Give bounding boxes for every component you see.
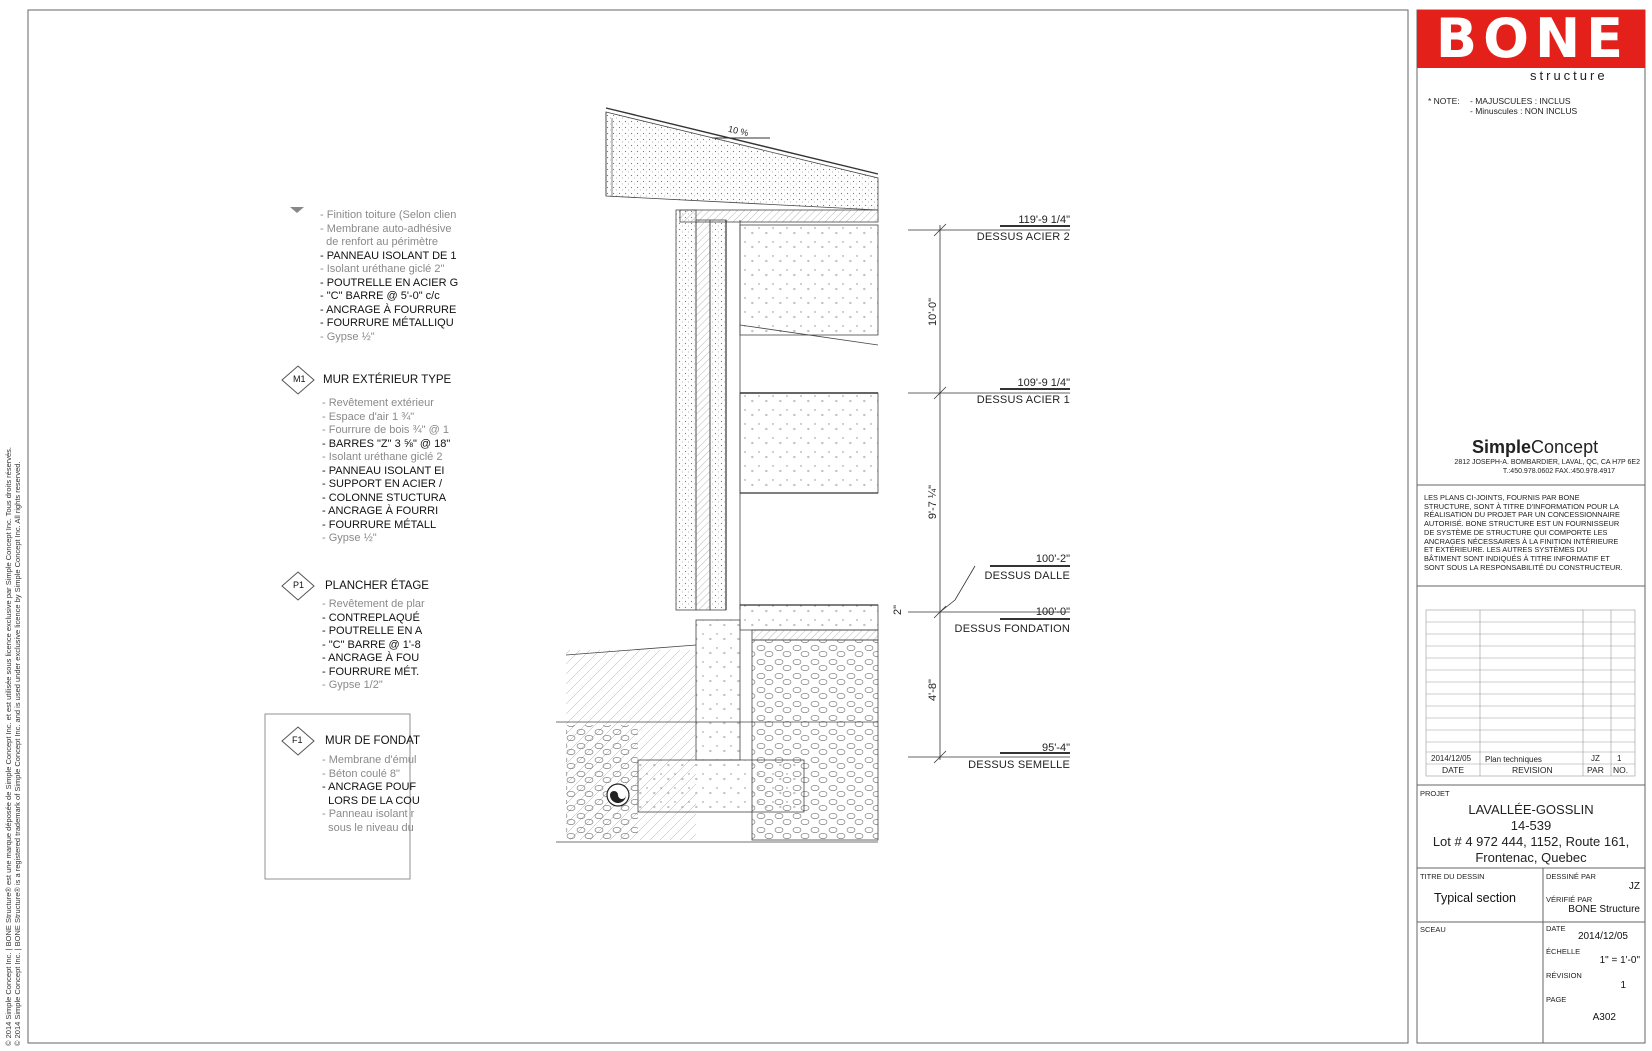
note-item: - "C" BARRE @ 1'-8 <box>322 638 421 651</box>
legend-tag-f1: F1 <box>292 735 303 745</box>
disclaimer <box>1424 494 1623 572</box>
level-value-semelle: 95'-4" <box>1041 742 1070 754</box>
note-item: - Membrane d'émul <box>322 754 417 766</box>
note-item: - Béton coulé 8" <box>322 767 400 780</box>
roof-notes <box>320 209 458 344</box>
bone-logo-sub: structure <box>1530 68 1608 83</box>
company-name-bold: Simple <box>1472 437 1532 457</box>
drawn-by-label: DESSINÉ PAR <box>1546 872 1596 881</box>
rev-header-par: PAR <box>1587 765 1604 775</box>
level-name-semelle: DESSUS SEMELLE <box>968 759 1070 771</box>
date-label: DATE <box>1546 924 1566 933</box>
dim-lower-storey: 9'-7 ¼" <box>927 484 939 520</box>
disclaimer-line: ANCRAGES NÉCESSAIRES À LA FINITION INTÉRIEURE <box>1424 536 1619 546</box>
project-address-1: Lot # 4 972 444, 1152, Route 161, <box>1432 834 1630 849</box>
level-name-dalle: DESSUS DALLE <box>984 570 1070 582</box>
note-item: - ANCRAGE À FOU <box>322 652 420 664</box>
project-name: LAVALLÉE-GOSSLIN <box>1468 802 1594 817</box>
note-item: - SUPPORT EN ACIER / <box>322 478 443 490</box>
project-label: PROJET <box>1420 789 1450 798</box>
note-item: - Membrane auto-adhésive <box>320 222 452 235</box>
scale-value: 1" = 1'-0" <box>1599 955 1640 966</box>
company-phone: T.:450.978.0602 FAX.:450.978.4917 <box>1502 468 1615 475</box>
project-number: 14-539 <box>1510 818 1552 833</box>
rev-header-date: DATE <box>1442 765 1465 775</box>
note-item: - PANNEAU ISOLANT EI <box>322 464 445 477</box>
note-prefix: * NOTE: <box>1428 96 1460 106</box>
note-item: - BARRES "Z" 3 ⅝" @ 18" <box>322 437 451 450</box>
checked-by: BONE Structure <box>1568 904 1640 915</box>
note-item: - PANNEAU ISOLANT DE 1 <box>320 249 457 262</box>
level-name-acier1: DESSUS ACIER 1 <box>976 394 1070 406</box>
note-item: - Panneau isolant r <box>322 808 415 820</box>
note-item: - Fourrure de bois ¾" @ 1 <box>322 424 449 436</box>
note-item: - Gypse ½" <box>322 532 377 544</box>
page-label: PAGE <box>1546 995 1567 1004</box>
scale-label: ÉCHELLE <box>1546 947 1581 956</box>
dim-foundation: 4'-8" <box>927 679 939 701</box>
drawing-title-label: TITRE DU DESSIN <box>1420 872 1485 881</box>
roof-slope-label: 10 % <box>727 123 750 139</box>
note-item: - POUTRELLE EN ACIER G <box>320 276 459 289</box>
rev-row-revision: Plan techniques <box>1485 755 1542 764</box>
company-name <box>1472 437 1598 458</box>
level-value-acier1: 109'-9 1/4" <box>1017 377 1070 389</box>
legend-tag-m1: M1 <box>293 374 306 384</box>
legend-tag-p1: P1 <box>293 580 305 590</box>
note-item: - CONTREPLAQUÉ <box>322 611 420 624</box>
level-name-fondation: DESSUS FONDATION <box>954 623 1070 635</box>
note-item: - ANCRAGE À FOURRI <box>322 505 439 517</box>
disclaimer-line: RÉALISATION DU PROJET PAR UN CONCESSIONNAIRE <box>1424 510 1620 520</box>
note-item: - Finition toiture (Selon clien <box>320 209 457 221</box>
note-item: - Gypse ½" <box>320 330 375 343</box>
legend-items-f1 <box>322 754 420 835</box>
revision-grid <box>1426 610 1635 776</box>
note-item: de renfort au périmètre <box>320 236 439 248</box>
rev-row-no: 1 <box>1617 754 1622 763</box>
disclaimer-line: ET EXTÉRIEURE. LES AUTRES SYSTÈMES DU <box>1424 545 1588 555</box>
legend-items-p1 <box>322 598 425 693</box>
company-address: 2812 JOSEPH-A. BOMBARDIER, LAVAL, QC, CA H7P 6E2 <box>1454 459 1640 466</box>
date-value: 2014/12/05 <box>1577 931 1628 942</box>
level-name-acier2: DESSUS ACIER 2 <box>976 231 1070 243</box>
note-item: - COLONNE STUCTURA <box>322 491 447 504</box>
dim-upper-storey: 10'-0" <box>927 297 939 327</box>
rev-row-date: 2014/12/05 <box>1431 754 1472 763</box>
company-name-rest: Concept <box>1531 437 1599 457</box>
checked-by-label: VÉRIFIÉ PAR <box>1546 895 1593 904</box>
note-item: LORS DE LA COU <box>322 794 420 807</box>
revision-value: 1 <box>1620 980 1626 991</box>
note-item: - ANCRAGE À FOURRURE <box>320 303 457 316</box>
legend-items-m1 <box>322 397 450 546</box>
rev-header-revision: REVISION <box>1512 765 1553 775</box>
project-block <box>1417 802 1645 866</box>
level-value-fondation: 100'-0" <box>1035 606 1070 618</box>
building-section <box>556 108 878 842</box>
copyright-fr: © 2014 Simple Concept Inc. | BONE Structure® est une marque déposée de Simple Concept Inc. et est utilisée sous licence exclusive par Simple Concept Inc. Tous droits réservés. <box>4 447 13 1046</box>
note-line-2: - Minuscules : NON INCLUS <box>1470 106 1578 116</box>
note-item: - FOURRURE MÉTALL <box>322 518 437 531</box>
note-item: - POUTRELLE EN A <box>322 625 423 637</box>
drawn-by: JZ <box>1628 881 1640 892</box>
disclaimer-line: STRUCTURE, SONT À TITRE D'INFORMATION POUR LA <box>1424 501 1619 511</box>
revision-label: RÉVISION <box>1546 971 1582 980</box>
rev-header-no: NO. <box>1613 765 1629 775</box>
note-item: - FOURRURE MÉTALLIQU <box>320 317 454 329</box>
rev-row-par: JZ <box>1591 754 1600 763</box>
disclaimer-line: BÂTIMENT SONT INDIQUÉS À TITRE INFORMATIF ET <box>1424 553 1610 563</box>
note-line-1: - MAJUSCULES : INCLUS <box>1470 96 1571 106</box>
disclaimer-line: AUTORISÉ. BONE STRUCTURE EST UN FOURNISSEUR <box>1424 519 1620 529</box>
legend-title-m1: MUR EXTÉRIEUR TYPE <box>323 374 452 386</box>
legend-title-p1: PLANCHER ÉTAGE <box>325 580 429 592</box>
page-value: A302 <box>1592 1012 1616 1023</box>
note-item: - "C" BARRE @ 5'-0" c/c <box>320 290 440 302</box>
copyright-en: © 2014 Simple Concept Inc. | BONE Structure® is a registered trademark of Simple Concept Inc. and is used under exclusive licence by Simple Concept Inc. All rights reserved. <box>13 461 22 1046</box>
note-item: sous le niveau du <box>322 821 414 834</box>
disclaimer-line: SONT SOUS LA RESPONSABILITÉ DU CONSTRUCTEUR. <box>1424 562 1623 572</box>
note-item: - ANCRAGE POUF <box>322 781 417 793</box>
bone-logo: BONE <box>1435 7 1630 70</box>
note-item: - Gypse 1/2" <box>322 679 383 691</box>
disclaimer-line: DE SYSTÈME DE STRUCTURE QUI COMPORTE LES <box>1424 527 1608 537</box>
seal-label: SCEAU <box>1420 925 1446 934</box>
level-value-dalle: 100'-2" <box>1035 553 1070 565</box>
drawing-title: Typical section <box>1434 891 1516 905</box>
project-address-2: Frontenac, Quebec <box>1475 850 1587 865</box>
note-item: - Espace d'air 1 ¾" <box>322 410 415 423</box>
note-item: - Revêtement de plar <box>322 598 425 610</box>
note-item: - Isolant uréthane giclé 2" <box>320 263 445 275</box>
dim-slab: 2" <box>892 604 904 616</box>
note-item: - Revêtement extérieur <box>322 397 434 409</box>
note-item: - FOURRURE MÉT. <box>322 665 420 678</box>
legend-title-f1: MUR DE FONDAT <box>325 735 420 747</box>
disclaimer-line: LES PLANS CI-JOINTS, FOURNIS PAR BONE <box>1424 493 1580 502</box>
level-value-acier2: 119'-9 1/4" <box>1018 214 1070 226</box>
note-item: - Isolant uréthane giclé 2 <box>322 451 443 463</box>
